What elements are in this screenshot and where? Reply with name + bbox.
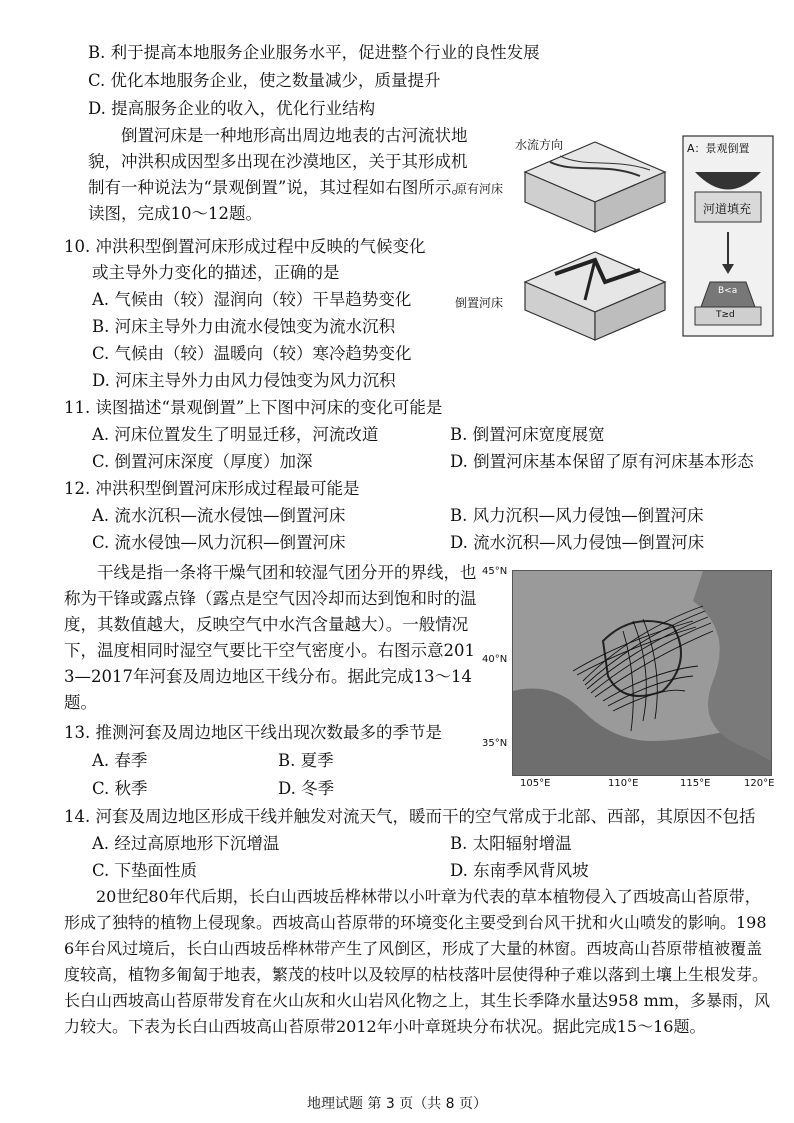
section2-intro: 干线是指一条将干燥气团和较湿气团分开的界线，也称为干锋或露点锋（露点是空气因冷却而达到饱和时的温度，其数值越大，反映空气中水汽含量越大）。一般情况下，温度相同时湿空气要比干空气密度小。右图示意2013—2017年河套及周边地区干线分布。据此完成13～14题。 [64, 563, 477, 712]
dryline-map [482, 566, 778, 792]
lon-115: 115°E [680, 778, 711, 789]
q11-option-a: A. 河床位置发生了明显迁移，河流改道 [92, 425, 379, 444]
q12-option-b: B. 风力沉积—风力侵蚀—倒置河床 [450, 506, 704, 525]
lon-120: 120°E [744, 778, 775, 789]
q14-option-a: A. 经过高原地形下沉增温 [92, 834, 280, 853]
label-channel-fill: 河道填充 [703, 202, 752, 216]
q13-option-a: A. 春季 [92, 751, 148, 770]
q13-option-b: B. 夏季 [278, 751, 334, 770]
map-frame [512, 570, 772, 776]
label-water-direction: 水流方向 [515, 138, 564, 152]
q10-option-a: A. 气候由（较）湿润向（较）干旱趋势变化 [92, 290, 412, 309]
q14-stem: 14. 河套及周边地区形成干线并触发对流天气，暖而干的空气常成于北部、西部，其原因不包括 [64, 807, 756, 826]
q12-option-c: C. 流水侵蚀—风力沉积—倒置河床 [92, 533, 346, 552]
option-9c: C. 优化本地服务企业，使之数量减少，质量提升 [88, 71, 441, 90]
q11-option-d: D. 倒置河床基本保留了原有河床基本形态 [450, 452, 754, 471]
q14-option-c: C. 下垫面性质 [92, 861, 198, 880]
q10-option-d: D. 河床主导外力由风力侵蚀变为风力沉积 [92, 371, 396, 390]
label-t-ge-d: T≥d [716, 310, 735, 320]
lon-110: 110°E [608, 778, 639, 789]
inverted-riverbed-figure [455, 132, 775, 344]
q11-option-b: B. 倒置河床宽度展宽 [450, 425, 605, 444]
section1-intro: 倒置河床是一种地形高出周边地表的古河流状地貌，冲洪积成因型多出现在沙漠地区，关于其形成机制有一种说法为“景观倒置”说，其过程如右图所示。读图，完成10～12题。 [88, 126, 468, 223]
label-original-riverbed: 原有河床 [455, 182, 504, 196]
q14-option-b: B. 太阳辐射增温 [450, 834, 572, 853]
q13-option-c: C. 秋季 [92, 779, 148, 798]
q12-option-d: D. 流水沉积—风力侵蚀—倒置河床 [450, 533, 705, 552]
q10-option-b: B. 河床主导外力由流水侵蚀变为流水沉积 [92, 317, 396, 336]
label-b-less-a: B<a [718, 286, 738, 296]
option-9d: D. 提高服务企业的收入，优化行业结构 [88, 99, 376, 118]
label-landscape-inversion: A：景观倒置 [687, 142, 750, 155]
q10-stem-line1: 10. 冲洪积型倒置河床形成过程中反映的气候变化 [64, 237, 426, 256]
q10-option-c: C. 气候由（较）温暖向（较）寒冷趋势变化 [92, 344, 412, 363]
q10-stem-line2: 或主导外力变化的描述，正确的是 [92, 263, 340, 282]
map-drawing [513, 571, 771, 775]
q14-option-d: D. 东南季风背风坡 [450, 861, 589, 880]
q12-stem: 12. 冲洪积型倒置河床形成过程最可能是 [64, 479, 360, 498]
q13-option-d: D. 冬季 [278, 779, 335, 798]
page-footer: 地理试题 第 3 页（共 8 页） [306, 1096, 488, 1112]
lon-105: 105°E [520, 778, 551, 789]
lat-40: 40°N [482, 654, 508, 665]
lat-45: 45°N [482, 566, 508, 577]
section3-intro: 20世纪80年代后期，长白山西坡岳桦林带以小叶章为代表的草本植物侵入了西坡高山苔原带，形成了独特的植物上侵现象。西坡高山苔原带的环境变化主要受到台风干扰和火山喷发的影响。1986年台风过境后，长白山西坡岳桦林带产生了风倒区，形成了大量的林窗。西坡高山苔原带植被覆盖度较高，植物多匍匐于地表，繁茂的枝叶以及较厚的枯枝落叶层使得种子难以落到土壤上生根发芽。长白山西坡高山苔原带发育在火山灰和火山岩风化物之上，其生长季降水量达958 mm，多暴雨，风力较大。下表为长白山西坡高山苔原带2012年小叶章斑块分布状况。据此完成15～16题。 [64, 887, 770, 1036]
q11-option-c: C. 倒置河床深度（厚度）加深 [92, 452, 313, 471]
label-inverted-riverbed: 倒置河床 [455, 296, 504, 310]
q13-stem: 13. 推测河套及周边地区干线出现次数最多的季节是 [64, 723, 442, 742]
q12-option-a: A. 流水沉积—流水侵蚀—倒置河床 [92, 506, 346, 525]
option-9b: B. 利于提高本地服务企业服务水平，促进整个行业的良性发展 [88, 43, 540, 62]
lat-35: 35°N [482, 738, 508, 749]
q11-stem: 11. 读图描述“景观倒置”上下图中河床的变化可能是 [64, 398, 443, 417]
